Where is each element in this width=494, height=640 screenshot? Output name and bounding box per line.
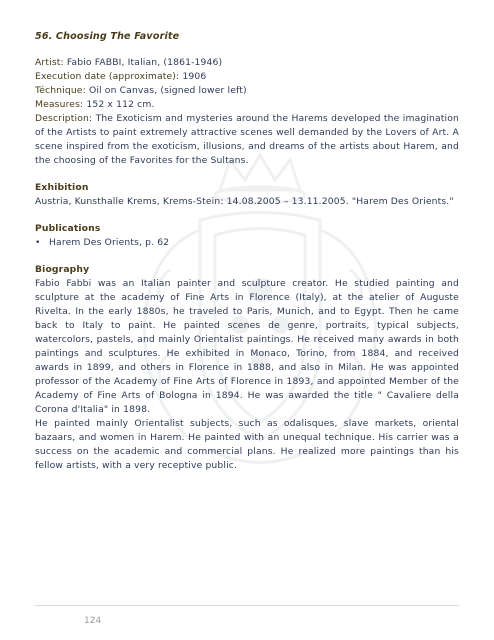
publications-heading: Publications xyxy=(35,223,101,234)
technique-value: Oil on Canvas, (signed lower left) xyxy=(88,85,247,96)
biography-paragraph-1: Fabio Fabbi was an Italian painter and sculpture creator. He studied painting and sculpture at the academy of Fine Arts in Florence (Italy), at the atelier of Auguste Rivelta. In the early 1880s, he traveled to Paris, Munich, and to Egypt. Then he came back to Italy to paint. He painted scenes de genre, portraits, typical subjects, watercolors, pastels, and mainly Orientalist paintings. He received many awards in both paintings and sculptures. He exhibited in Monaco, Torino, from 1884, and received awards in 1899, and others in Florence in 1888, and also in Milan. He was appointed professor of the Academy of Fine Arts of Florence in 1893, and appointed Member of the Academy of Fine Arts of Bologna in 1894. He was awarded the title " Cavaliere della Corona d'Italia" in 1898. xyxy=(35,278,459,415)
measures-field xyxy=(35,98,459,112)
publications-list xyxy=(35,236,459,250)
footer-divider xyxy=(35,605,459,606)
exhibition-heading: Exhibition xyxy=(35,182,89,193)
publication-item: • Harem Des Orients, p. 62 xyxy=(35,236,459,250)
description-value: The Exoticism and mysteries around the Harems developed the imagination of the Artists to paint extremely attractive scenes well demanded by the Lovers of Art. A scene inspired from the exoticism, illusions, and dreams of the artists about Harem, and the choosing of the Favorites for the Sultans. xyxy=(35,113,459,166)
execution-date-label: Execution date (approximate): xyxy=(35,71,180,82)
biography-paragraph-2: He painted mainly Orientalist subjects, such as odalisques, slave markets, oriental bazaars, and women in Harem. He painted with an unequal technique. His carrier was a success on the academic and commercial plans. He realized more paintings than his fellow artists, with a very receptive public. xyxy=(35,418,459,471)
entry-title: 56. Choosing The Favorite xyxy=(35,31,180,42)
artist-label: Artist: xyxy=(35,57,64,68)
measures-value: 152 x 112 cm. xyxy=(86,99,155,110)
measures-label: Measures: xyxy=(35,99,84,110)
exhibition-text: Austria, Kunsthalle Krems, Krems-Stein: 14.08.2005 – 13.11.2005. "Harem Des Orients." xyxy=(35,196,454,207)
artist-value: Fabio FABBI, Italian, (1861-1946) xyxy=(66,57,223,68)
execution-date-value: 1906 xyxy=(182,71,207,82)
description-label: Description: xyxy=(35,113,93,124)
page-number: 124 xyxy=(84,616,102,626)
artist-field xyxy=(35,56,459,70)
technique-label: Téchnique: xyxy=(35,85,86,96)
biography-heading: Biography xyxy=(35,264,90,275)
technique-field xyxy=(35,84,459,98)
entry-content xyxy=(35,30,459,473)
execution-date-field xyxy=(35,70,459,84)
description-field xyxy=(35,112,459,168)
